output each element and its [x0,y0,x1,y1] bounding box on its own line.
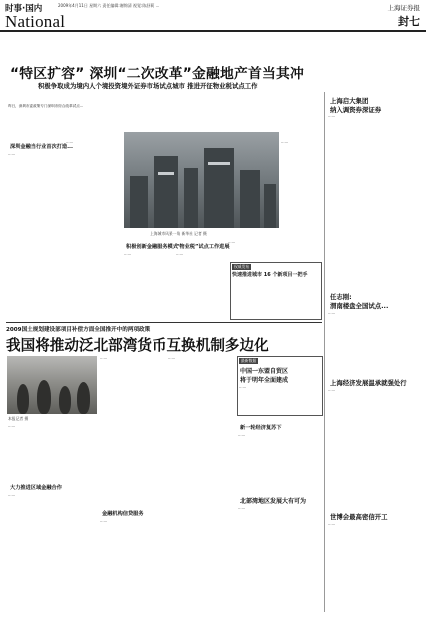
right-headline-4[interactable]: 渭南楼盘全国试点... [330,302,389,310]
second-col-5: …… [168,356,176,360]
right-headline-2[interactable]: 纳入调资券深证券 [330,106,382,114]
info-box-headline: 快速推进城市 16 个新项目一把手 [232,272,308,278]
right-text-2: …… [328,311,336,315]
lead-col-6: …… [281,140,289,144]
right-headline-6[interactable]: 世博会最高密信开工 [330,513,388,521]
right-headline-1[interactable]: 上海启大集团 [330,97,369,105]
right-headline-3[interactable]: 任志刚: [330,293,352,301]
data-box-headline: 中国一东盟自贸区 [240,368,289,375]
second-photo-caption: 本报记者 摄 [8,416,29,421]
right-text-4: …… [328,522,336,526]
lead-col-2: …… [66,140,74,144]
second-kicker: 2009国土规划建设部项目补偿方面全国推开中的两项政策 [6,327,151,333]
data-box-headline-2: 将于明年全面建成 [240,377,289,384]
lead-col-5: …… [228,240,236,244]
data-box-text: …… [239,385,247,389]
lead-photo-caption: 上海城市风景一角 新华社 记者 摄 [150,231,207,236]
second-col-4: …… [100,519,108,523]
second-col-1: …… [8,424,16,428]
info-box-title: 权威发布 [234,264,250,269]
second-subtitle-4: 北部湾地区发展大有可为 [240,498,307,505]
second-subtitle-1: 大力推进区域金融合作 [10,485,62,491]
right-headline-5[interactable]: 上海经济发展温承就强处行 [330,379,407,387]
second-col-3: …… [100,356,108,360]
right-text-1: …… [328,114,336,118]
lead-photo [124,132,279,228]
right-text-3: …… [328,388,336,392]
masthead [0,0,426,32]
lead-col-4: …… [176,252,184,256]
edition-label: 封七 [398,15,420,28]
lead-col-3: …… [124,252,132,256]
second-headline[interactable]: 我国将推动泛北部湾货币互换机制多边化 [6,337,269,354]
data-box-title: 最新数据 [241,358,257,363]
section-title: National [5,12,66,31]
lead-subtitle-2: 积极创新金融服务模式 [126,244,178,250]
second-col-7: …… [238,506,246,510]
section-label: 时事·国内 [5,4,43,14]
lead-intro: 昨日，深圳市委政策专门深圳市综合改革试点... [8,104,84,108]
lead-subtitle-3: “物业税”试点工作进展 [176,244,230,250]
issue-meta: 2009年4月11日 星期六 责任编辑:谢锦清 视觉:陈舒莉 ... [58,3,160,8]
lead-subhead: 积极争取成为境内人个境投资境外证券市场试点城市 推进开征物业税试点工作 [38,82,258,90]
second-col-2: …… [8,493,16,497]
second-photo [7,356,97,414]
lead-col-1: …… [8,152,16,156]
newspaper-name: 上海证券报 [387,4,420,12]
second-subtitle-2: 金融机构信贷服务 [102,511,144,517]
lead-headline[interactable]: “特区扩容” 深圳“二次改革”金融地产首当其冲 [10,66,305,82]
second-col-6: …… [238,433,246,437]
lead-subtitle-1: 深圳金融当行业首次打造... [10,144,73,150]
second-subtitle-3: 新一轮经济复苏下 [240,425,282,431]
